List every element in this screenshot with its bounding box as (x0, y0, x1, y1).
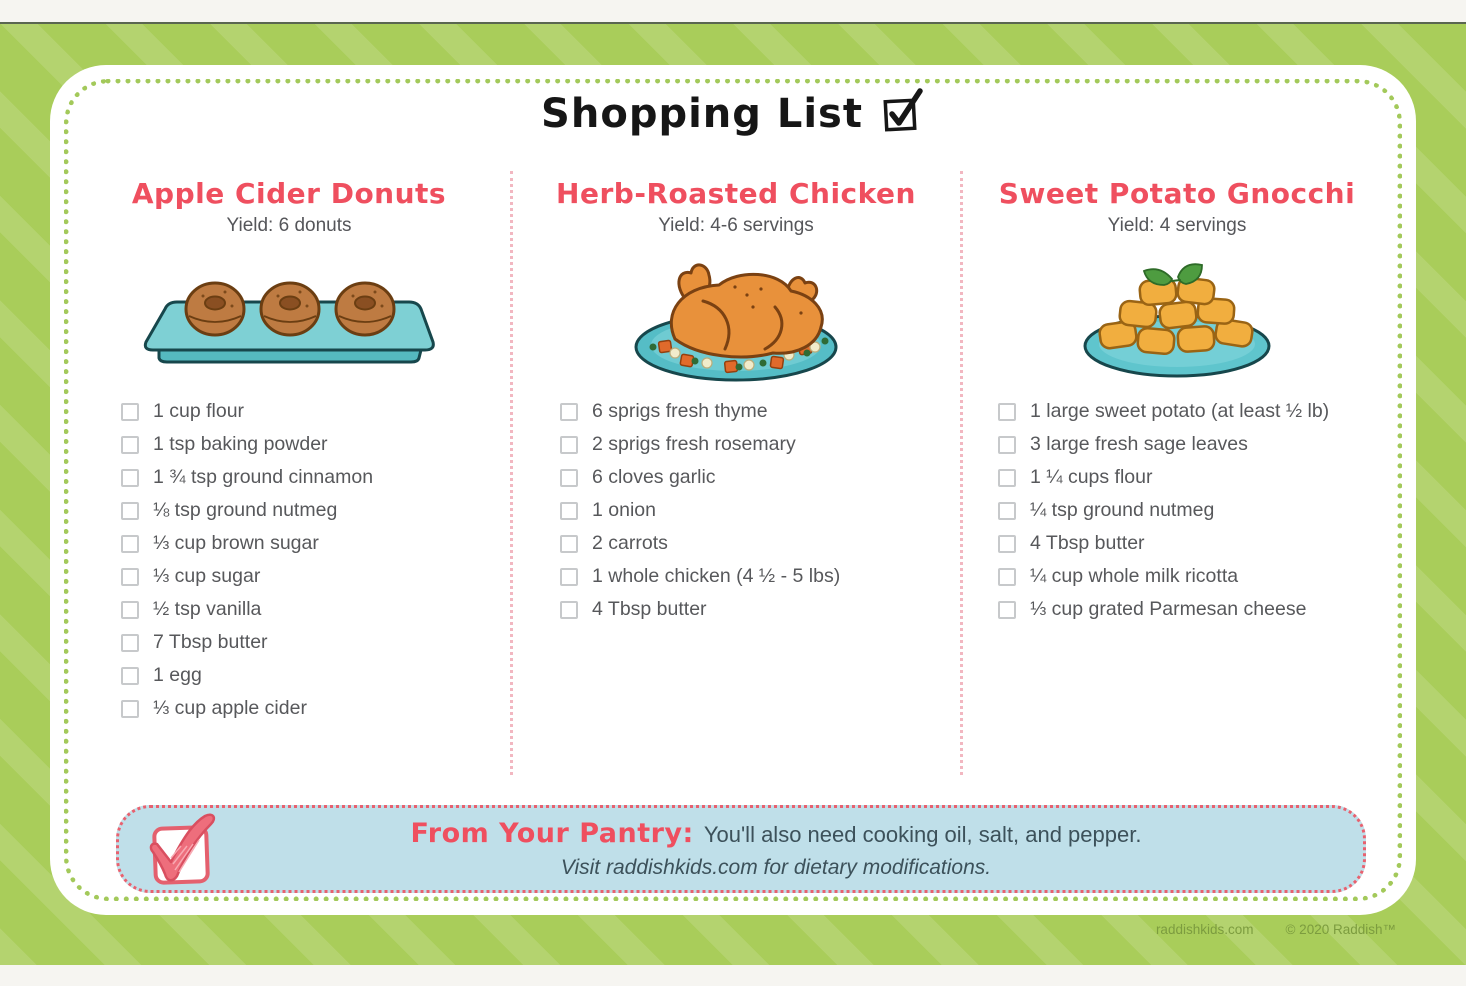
footer-website: raddishkids.com (1155, 922, 1254, 937)
ingredient-item (121, 593, 473, 626)
pantry-heading: From Your Pantry: (410, 818, 694, 849)
ingredient-checkbox[interactable] (560, 601, 578, 619)
roast-chicken-on-platter-illustration (629, 243, 844, 383)
ingredient-label: 7 Tbsp butter (153, 631, 268, 653)
ingredient-label: 4 Tbsp butter (592, 598, 707, 620)
ingredient-label: 2 carrots (592, 532, 668, 554)
recipe-title: Sweet Potato Gnocchi (998, 177, 1356, 210)
ingredient-label: ⅓ cup sugar (153, 565, 261, 587)
ingredient-label: 6 sprigs fresh thyme (592, 400, 768, 422)
ingredient-label: 3 large fresh sage leaves (1030, 433, 1248, 455)
ingredient-checkbox[interactable] (998, 469, 1016, 487)
ingredient-checkbox[interactable] (121, 535, 139, 553)
ingredient-checkbox[interactable] (560, 436, 578, 454)
ingredient-label: 1 whole chicken (4 ½ - 5 lbs) (592, 565, 841, 587)
ingredient-checkbox[interactable] (121, 502, 139, 520)
ingredient-label: 1 cup flour (153, 400, 245, 422)
ingredient-checkbox[interactable] (998, 568, 1016, 586)
recipe-yield: Yield: 6 donuts (226, 215, 352, 236)
ingredient-item (121, 626, 473, 659)
ingredient-label: ⅓ cup apple cider (153, 697, 307, 719)
ingredient-item (121, 461, 473, 494)
ingredient-label: ⅓ cup grated Parmesan cheese (1030, 598, 1307, 620)
shopping-list-card (50, 65, 1416, 915)
ingredient-label: ⅛ tsp ground nutmeg (153, 499, 338, 521)
column-divider (510, 171, 513, 775)
ingredient-label: 6 cloves garlic (592, 466, 716, 488)
ingredient-label: ¼ tsp ground nutmeg (1030, 499, 1215, 521)
ingredient-checkbox[interactable] (121, 667, 139, 685)
recipe-yield: Yield: 4-6 servings (658, 215, 814, 236)
ingredient-item (121, 527, 473, 560)
ingredient-checkbox[interactable] (560, 502, 578, 520)
ingredient-item (560, 494, 927, 527)
gnocchi-illustration-wrap (985, 237, 1369, 389)
donuts-illustration-wrap (105, 237, 473, 389)
ingredient-item (121, 395, 473, 428)
ingredient-checkbox[interactable] (121, 436, 139, 454)
footer-copyright: © 2020 Raddish™ (1285, 922, 1396, 937)
ingredient-checkbox[interactable] (121, 403, 139, 421)
ingredient-item (560, 560, 927, 593)
ingredient-checkbox[interactable] (998, 535, 1016, 553)
ingredient-checkbox[interactable] (121, 469, 139, 487)
ingredient-label: 2 sprigs fresh rosemary (592, 433, 796, 455)
ingredient-item (121, 494, 473, 527)
ingredient-item (998, 593, 1369, 626)
ingredient-checkbox[interactable] (121, 700, 139, 718)
ingredient-item (560, 395, 927, 428)
ingredient-label: 1 tsp baking powder (153, 433, 328, 455)
ingredient-item (121, 428, 473, 461)
ingredient-list (985, 395, 1369, 626)
gnocchi-on-plate-illustration (1080, 247, 1275, 379)
ingredient-item (998, 428, 1369, 461)
ingredient-item (560, 593, 927, 626)
recipe-title: Herb-Roasted Chicken (556, 177, 916, 210)
ingredient-checkbox[interactable] (998, 436, 1016, 454)
ingredient-checkbox[interactable] (998, 502, 1016, 520)
ingredient-item (998, 527, 1369, 560)
page-title-text: Shopping List (541, 91, 863, 137)
ingredient-label: 1 ¼ cups flour (1030, 466, 1153, 488)
pantry-note: You'll also need cooking oil, salt, and pepper. (703, 822, 1142, 847)
recipe-yield: Yield: 4 servings (1107, 215, 1247, 236)
ingredient-label: ⅓ cup brown sugar (153, 532, 319, 554)
ingredient-item (121, 692, 473, 725)
recipe-column-herb-roasted-chicken (545, 177, 927, 626)
page-title (541, 91, 925, 137)
pantry-subnote: Visit raddishkids.com for dietary modifications. (560, 856, 992, 879)
ingredient-label: ¼ cup whole milk ricotta (1030, 565, 1239, 587)
recipe-title: Apple Cider Donuts (131, 177, 447, 210)
ingredient-checkbox[interactable] (560, 535, 578, 553)
footer (1156, 922, 1396, 937)
ingredient-checkbox[interactable] (560, 568, 578, 586)
ingredient-item (998, 494, 1369, 527)
ingredient-label: 1 large sweet potato (at least ½ lb) (1030, 400, 1330, 422)
pantry-line1 (219, 818, 1333, 849)
ingredient-label: 1 egg (153, 664, 202, 686)
ingredient-checkbox[interactable] (560, 403, 578, 421)
ingredient-item (121, 659, 473, 692)
ingredient-label: 4 Tbsp butter (1030, 532, 1145, 554)
column-divider (960, 171, 963, 775)
ingredient-label: 1 ¾ tsp ground cinnamon (153, 466, 374, 488)
recipe-column-apple-cider-donuts (105, 177, 473, 725)
chicken-illustration-wrap (545, 237, 927, 389)
ingredient-item (560, 527, 927, 560)
ingredient-item (121, 560, 473, 593)
ingredient-label: ½ tsp vanilla (153, 598, 262, 620)
ingredient-item (998, 560, 1369, 593)
ingredient-checkbox[interactable] (560, 469, 578, 487)
pantry-checkmark-icon (141, 812, 223, 890)
pantry-text (219, 818, 1333, 880)
ingredient-item (998, 461, 1369, 494)
checked-box-icon (879, 85, 925, 135)
ingredient-item (560, 461, 927, 494)
recipe-column-sweet-potato-gnocchi (985, 177, 1369, 626)
donuts-on-tray-illustration (137, 254, 442, 372)
ingredient-label: 1 onion (592, 499, 656, 521)
ingredient-checkbox[interactable] (998, 403, 1016, 421)
from-your-pantry-box (116, 805, 1366, 893)
ingredient-item (998, 395, 1369, 428)
ingredient-checkbox[interactable] (121, 568, 139, 586)
ingredient-checkbox[interactable] (998, 601, 1016, 619)
ingredient-checkbox[interactable] (121, 601, 139, 619)
title-row (50, 91, 1416, 137)
ingredient-list (105, 395, 473, 725)
ingredient-list (545, 395, 927, 626)
ingredient-item (560, 428, 927, 461)
ingredient-checkbox[interactable] (121, 634, 139, 652)
